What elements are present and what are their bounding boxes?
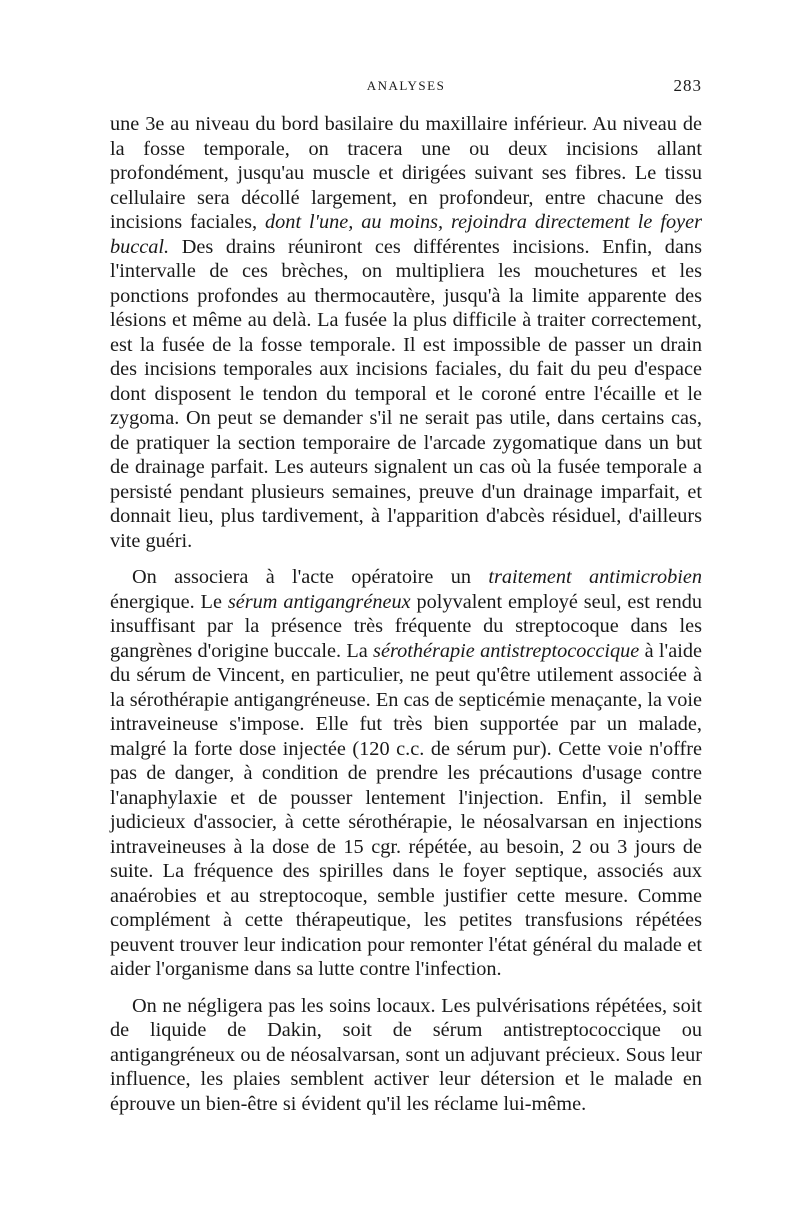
paragraph-2 (110, 565, 702, 982)
paragraph-1-text-1: une 3e au niveau du bord basilaire du maxillaire inférieur. Au niveau de la fosse temporale, on tracera une ou deux incisions allant profondément, jusqu'au muscle et dirigées suivant ses fibres. Le tissu cellulaire sera décollé largement, en profondeur, entre chacune des incisions faciales, (110, 113, 702, 233)
paragraph-2-text-2: énergique. Le (110, 590, 228, 613)
paragraph-2-italic-3: sérothérapie antistreptococcique (373, 639, 640, 662)
page-number: 283 (673, 76, 702, 95)
body-text (110, 112, 702, 1128)
paragraph-2-text-4: à l'aide du sérum de Vincent, en particulier, ne peut qu'être utilement associée à la sérothérapie antigangréneuse. En cas de septicémie menaçante, la voie intraveineuse s'impose. Elle fut très bien supportée par un malade, malgré la forte dose injectée (120 c.c. de sérum pur). Cette voie n'offre pas de danger, à condition de prendre les précautions d'usage contre l'anaphylaxie et de pousser lentement l'injection. Enfin, il semble judicieux d'associer, à cette sérothérapie, le néosalvarsan en injections intraveineuses à la dose de 15 cgr. répétée, au besoin, 2 ou 3 jours de suite. La fréquence des spirilles dans le foyer septique, associés aux anaérobies et au streptocoque, semble justifier cette mesure. Comme complément à cette thérapeutique, les petites transfusions répétées peuvent trouver leur indication pour remonter l'état général du malade et aider l'organisme dans sa lutte contre l'infection. (110, 639, 702, 980)
paragraph-3-text-1: On ne négligera pas les soins locaux. Les pulvérisations répétées, soit de liquide de Dakin, soit de sérum antistreptococcique ou antigangréneux ou de néosalvarsan, sont un adjuvant précieux. Sous leur influence, les plaies semblent activer leur détersion et le malade en éprouve un bien-être si évident qu'il les réclame lui-même. (110, 994, 702, 1115)
paragraph-2-text-1: On associera à l'acte opératoire un (132, 566, 489, 588)
paragraph-1-italic-1: dont l'une, au moins, rejoindra directement le foyer buccal. (110, 211, 702, 258)
paragraph-1 (110, 112, 702, 553)
running-title: ANALYSES (366, 78, 446, 93)
paragraph-2-text-3: polyvalent employé seul, est rendu insuffisant par la présence très fréquente du streptocoque dans les gangrènes d'origine buccale. La (110, 590, 702, 662)
paragraph-2-italic-1: traitement antimicrobien (488, 566, 703, 588)
running-head (110, 76, 702, 96)
paragraph-3 (110, 994, 702, 1117)
paragraph-2-italic-2: sérum antigangréneux (227, 590, 411, 613)
paragraph-1-text-2: Des drains réuniront ces différentes incisions. Enfin, dans l'intervalle de ces brèches, on multipliera les mouchetures et les ponctions profondes au thermocautère, jusqu'à la limite apparente des lésions et même au delà. La fusée la plus difficile à traiter correctement, est la fusée de la fosse temporale. Il est impossible de passer un drain des incisions temporales aux incisions faciales, du fait du peu d'espace dont disposent le tendon du temporal et le coroné entre l'écaille et le zygoma. On peut se demander s'il ne serait pas utile, dans certains cas, de pratiquer la section temporaire de l'arcade zygomatique dans un but de drainage parfait. Les auteurs signalent un cas où la fusée temporale a persisté pendant plusieurs semaines, preuve d'un drainage imparfait, et donnait lieu, plus tardivement, à l'apparition d'abcès résiduel, d'ailleurs vite guéri. (110, 235, 702, 552)
